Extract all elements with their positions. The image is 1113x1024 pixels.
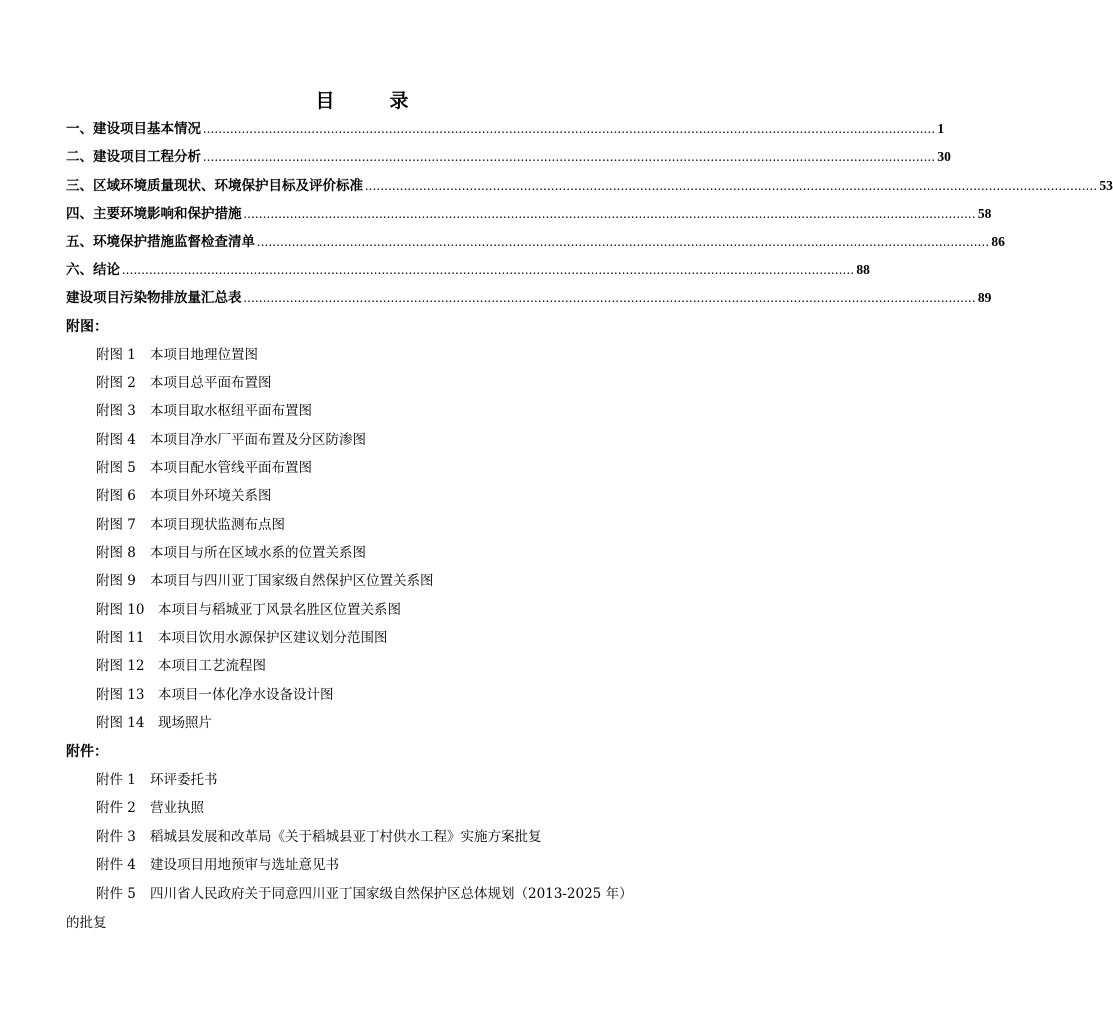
figure-title: 本项目净水厂平面布置及分区防渗图 [150, 432, 366, 448]
toc-entry[interactable] [66, 203, 992, 225]
toc-leader-dots: ............................................................................................................................................................................................. [203, 121, 936, 136]
figure-title: 本项目取水枢纽平面布置图 [150, 403, 312, 419]
toc-entry-page: 89 [977, 290, 992, 305]
attachment-number: 附件 3 [96, 829, 136, 845]
toc-entry-label: 一、建设项目基本情况 [66, 121, 201, 137]
attachment-title: 环评委托书 [150, 772, 218, 788]
figure-title: 本项目与稻城亚丁风景名胜区位置关系图 [158, 602, 401, 618]
toc-entry-page: 1 [937, 121, 945, 136]
attachment-number: 附件 5 [96, 886, 136, 902]
figure-item[interactable] [96, 684, 334, 706]
figure-number: 附图 5 [96, 460, 136, 476]
figure-title: 现场照片 [158, 715, 212, 731]
figure-item[interactable] [96, 655, 266, 677]
page-title: 目 录 [315, 90, 427, 112]
attachment-number: 附件 1 [96, 772, 136, 788]
toc-leader-dots: ............................................................................................................................................................................................. [365, 178, 1098, 193]
attachment-title: 建设项目用地预审与选址意见书 [150, 857, 339, 873]
toc-entry-page: 58 [977, 206, 992, 221]
figure-item[interactable] [96, 344, 258, 366]
figure-number: 附图 14 [96, 715, 145, 731]
attachment-item[interactable] [96, 883, 633, 905]
attachment-continuation: 的批复 [66, 915, 107, 931]
figure-number: 附图 7 [96, 517, 136, 533]
attachment-title: 营业执照 [150, 800, 204, 816]
figure-item[interactable] [96, 514, 285, 536]
figures-heading: 附图： [66, 319, 108, 335]
figure-item[interactable] [96, 599, 401, 621]
attachment-number: 附件 4 [96, 857, 136, 873]
figure-item[interactable] [96, 485, 272, 507]
toc-entry[interactable] [66, 175, 1113, 197]
toc-entry[interactable] [66, 287, 992, 309]
figure-number: 附图 9 [96, 573, 136, 589]
toc-entry-label: 二、建设项目工程分析 [66, 149, 201, 165]
figure-number: 附图 12 [96, 658, 145, 674]
figure-number: 附图 13 [96, 687, 145, 703]
attachment-title: 稻城县发展和改革局《关于稻城县亚丁村供水工程》实施方案批复 [150, 829, 542, 845]
figure-title: 本项目总平面布置图 [150, 375, 272, 391]
toc-entry-label: 六、结论 [66, 262, 120, 278]
toc-entry[interactable] [66, 118, 945, 140]
figure-number: 附图 4 [96, 432, 136, 448]
toc-leader-dots: ............................................................................................................................................................................................. [243, 290, 976, 305]
attachment-item[interactable] [96, 797, 204, 819]
figure-item[interactable] [96, 457, 312, 479]
figure-item[interactable] [96, 570, 434, 592]
toc-entry-label: 建设项目污染物排放量汇总表 [66, 290, 242, 306]
toc-entry[interactable] [66, 259, 870, 281]
toc-entry-page: 30 [937, 149, 951, 164]
attachment-title: 四川省人民政府关于同意四川亚丁国家级自然保护区总体规划（2013-2025 年） [150, 886, 633, 902]
figure-item[interactable] [96, 400, 312, 422]
figure-number: 附图 8 [96, 545, 136, 561]
figure-title: 本项目饮用水源保护区建议划分范围图 [158, 630, 388, 646]
toc-entry[interactable] [66, 146, 951, 168]
toc-leader-dots: ............................................................................................................................................................................................. [257, 234, 990, 249]
attachments-heading: 附件： [66, 744, 108, 760]
toc-entry-page: 53 [1099, 178, 1113, 193]
attachment-number: 附件 2 [96, 800, 136, 816]
figure-number: 附图 11 [96, 630, 145, 646]
figure-item[interactable] [96, 712, 212, 734]
figure-number: 附图 1 [96, 347, 136, 363]
figure-title: 本项目工艺流程图 [158, 658, 266, 674]
toc-entry[interactable] [66, 231, 1005, 253]
figure-title: 本项目与四川亚丁国家级自然保护区位置关系图 [150, 573, 434, 589]
toc-entry-label: 五、环境保护措施监督检查清单 [66, 234, 255, 250]
attachment-item[interactable] [96, 826, 542, 848]
figure-item[interactable] [96, 372, 272, 394]
toc-entry-label: 三、区域环境质量现状、环境保护目标及评价标准 [66, 178, 363, 194]
figure-title: 本项目地理位置图 [150, 347, 258, 363]
figure-number: 附图 6 [96, 488, 136, 504]
figure-number: 附图 10 [96, 602, 145, 618]
figure-item[interactable] [96, 542, 366, 564]
toc-leader-dots: ............................................................................................................................................................................................. [243, 206, 976, 221]
toc-entry-page: 86 [991, 234, 1005, 249]
toc-entry-page: 88 [856, 262, 870, 277]
attachment-item[interactable] [96, 769, 218, 791]
figure-number: 附图 3 [96, 403, 136, 419]
toc-entry-label: 四、主要环境影响和保护措施 [66, 206, 242, 222]
figure-title: 本项目配水管线平面布置图 [150, 460, 312, 476]
attachment-item[interactable] [96, 854, 339, 876]
figure-title: 本项目现状监测布点图 [150, 517, 285, 533]
figure-title: 本项目与所在区域水系的位置关系图 [150, 545, 366, 561]
figure-number: 附图 2 [96, 375, 136, 391]
toc-leader-dots: ............................................................................................................................................................................................. [122, 262, 855, 277]
figure-title: 本项目一体化净水设备设计图 [158, 687, 334, 703]
figure-title: 本项目外环境关系图 [150, 488, 272, 504]
figure-item[interactable] [96, 429, 366, 451]
figure-item[interactable] [96, 627, 388, 649]
toc-leader-dots: ............................................................................................................................................................................................. [203, 149, 936, 164]
